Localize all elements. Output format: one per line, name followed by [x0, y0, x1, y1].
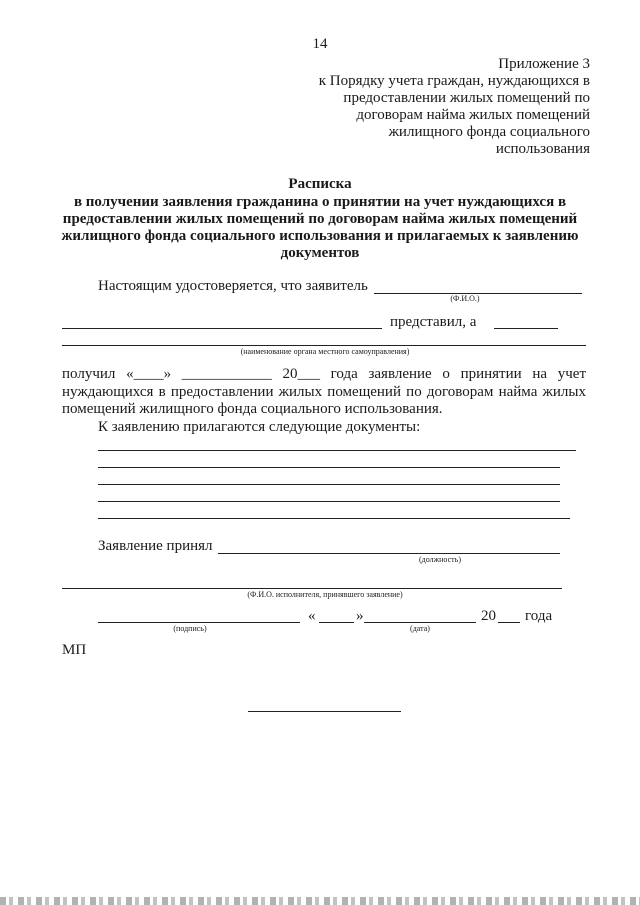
document-blank-line — [98, 518, 570, 519]
month-blank-line — [364, 622, 476, 623]
appendix-line: использования — [495, 141, 590, 157]
paragraph-line: нуждающихся в предоставлении жилых помещений по договорам найма жилых — [62, 384, 586, 400]
appendix-line: Приложение 3 — [498, 56, 590, 72]
executor-caption: (Ф.И.О. исполнителя, принявшего заявление) — [247, 590, 403, 599]
appendix-line: к Порядку учета граждан, нуждающихся в — [318, 73, 590, 89]
date-caption: (дата) — [410, 624, 430, 633]
document-blank-line — [98, 450, 576, 451]
document-subtitle-line: документов — [280, 245, 360, 261]
position-blank-line — [218, 553, 560, 554]
paragraph-line: помещений жилищного фонда социального использования. — [62, 401, 443, 417]
signature-caption: (подпись) — [173, 624, 207, 633]
document-subtitle-line: в получении заявления гражданина о принятии на учет нуждающихся в — [73, 194, 567, 210]
accepted-text: Заявление принял — [98, 538, 213, 554]
document-subtitle-line: жилищного фонда социального использования и прилагаемых к заявлению — [61, 228, 579, 244]
appendix-line: жилищного фонда социального — [388, 124, 590, 140]
page-number: 14 — [312, 36, 328, 52]
attached-text: К заявлению прилагаются следующие документы: — [98, 419, 421, 435]
received-line: получил «____» ____________ 20___ года заявление о принятии на учет — [62, 366, 586, 382]
executor-blank-line — [62, 588, 562, 589]
organ-caption: (наименование органа местного самоуправления) — [240, 347, 410, 356]
footer-separator — [248, 711, 401, 712]
signature-blank-line — [98, 622, 300, 623]
appendix-line: договорам найма жилых помещений — [356, 107, 590, 123]
recipient-blank-line — [494, 328, 558, 329]
applicant-blank-line — [62, 328, 382, 329]
seal-text: МП — [62, 642, 87, 658]
appendix-line: предоставлении жилых помещений по — [343, 90, 590, 106]
document-blank-line — [98, 501, 560, 502]
document-blank-line — [98, 467, 560, 468]
position-caption: (должность) — [419, 555, 461, 564]
year-suffix: года — [525, 608, 553, 624]
date-open-quote: « — [308, 608, 316, 624]
fio-caption: (Ф.И.О.) — [450, 294, 480, 303]
year-prefix: 20 — [481, 608, 496, 624]
document-blank-line — [98, 484, 560, 485]
certify-text: Настоящим удостоверяется, что заявитель — [98, 278, 368, 294]
document-subtitle-line: предоставлении жилых помещений по договорам найма жилых помещений — [62, 211, 578, 227]
year-blank-line — [498, 622, 520, 623]
document-title: Расписка — [288, 176, 352, 192]
scan-artifact — [0, 897, 640, 905]
day-blank-line — [319, 622, 354, 623]
organ-blank-line — [62, 345, 586, 346]
date-close-quote: » — [356, 608, 364, 624]
presented-text: представил, а — [390, 314, 477, 330]
